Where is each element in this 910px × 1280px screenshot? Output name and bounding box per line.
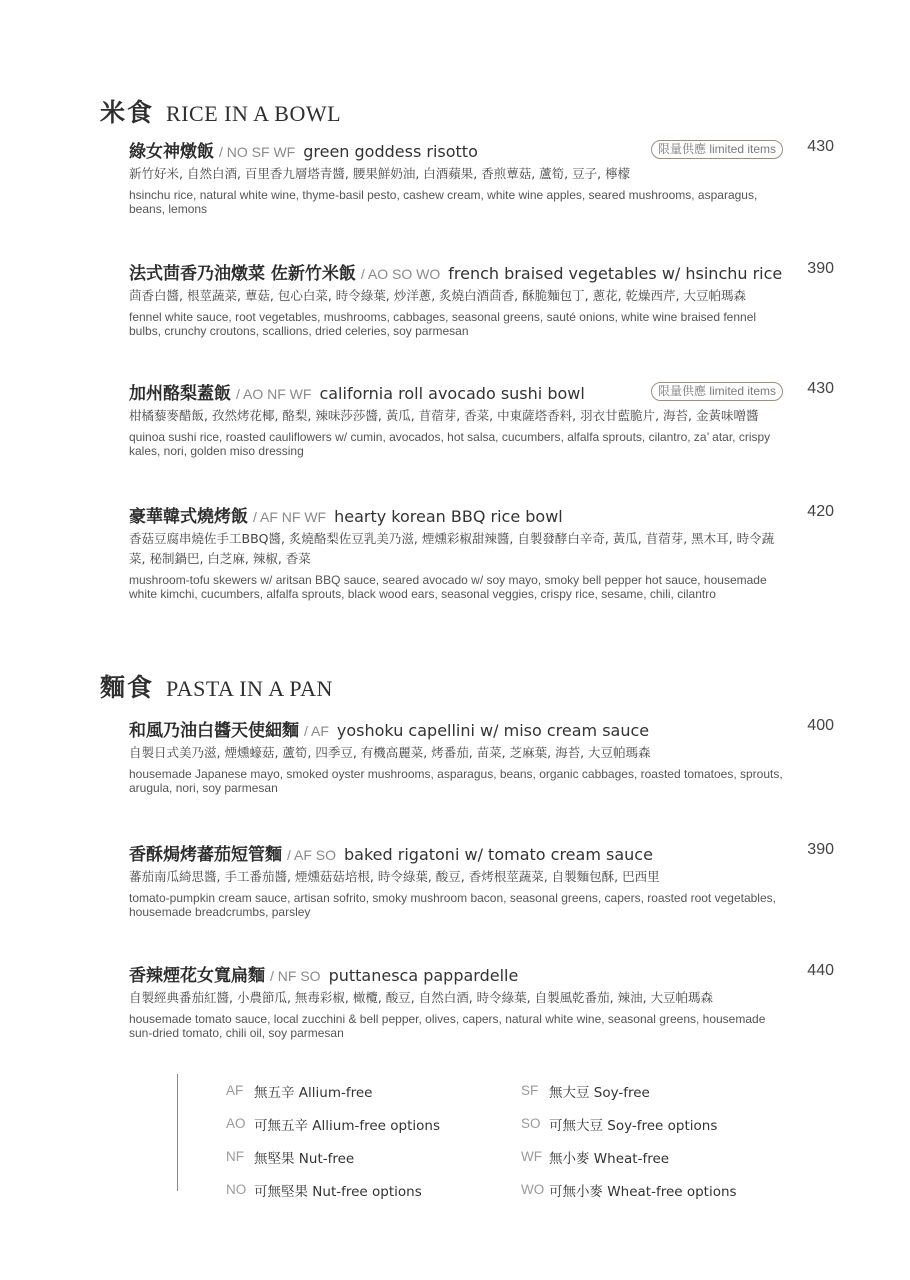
item-name-en: california roll avocado sushi bowl	[319, 384, 585, 403]
legend-column-left	[226, 1074, 440, 1206]
item-name-en: green goddess risotto	[303, 142, 478, 161]
item-name-zh: 綠女神燉飯	[129, 142, 214, 162]
item-description-zh: 柑橘藜麥醋飯, 孜然烤花椰, 酪梨, 辣味莎莎醬, 黃瓜, 苜蓿芽, 香菜, 中東薩塔香料, 羽衣甘藍脆片, 海苔, 金黃味噌醬	[129, 408, 759, 423]
menu-item-puttanesca-pappardelle	[129, 961, 834, 1040]
item-header	[129, 502, 834, 528]
item-description-zh: 蕃茄南瓜綺思醬, 手工番茄醬, 煙燻菇菇培根, 時令綠葉, 酸豆, 香烤根莖蔬菜, 自製麵包酥, 巴西里	[129, 869, 660, 884]
item-header	[129, 840, 834, 866]
item-name-en: yoshoku capellini w/ miso cream sauce	[336, 721, 650, 740]
dietary-legend	[177, 1074, 778, 1200]
item-diet-tags: / AO NF WF	[236, 386, 312, 402]
item-description-en: tomato-pumpkin cream sauce, artisan sofrito, smoky mushroom bacon, seasonal greens, capers, roasted root vegetables, housemade breadcrumbs, parsley	[129, 891, 776, 919]
item-diet-tags: / AF	[304, 723, 329, 739]
legend-description: 無堅果 Nut-free	[254, 1150, 355, 1167]
item-price: 430	[807, 380, 834, 397]
legend-entry	[521, 1107, 737, 1140]
legend-entry	[521, 1140, 737, 1173]
legend-description: 可無五辛 Allium-free options	[254, 1117, 440, 1134]
legend-description: 無大豆 Soy-free	[549, 1084, 650, 1101]
item-diet-tags: / AF SO	[287, 847, 337, 863]
legend-entry	[226, 1074, 440, 1107]
legend-code: SF	[521, 1083, 539, 1098]
item-name-en: french braised vegetables w/ hsinchu rice	[448, 264, 783, 283]
item-description-en: quinoa sushi rice, roasted cauliflowers w/ cumin, avocados, hot salsa, cucumbers, alfalfa sprouts, cilantro, za’ atar, crispy kales, nori, golden miso dressing	[129, 430, 771, 458]
item-name-zh: 和風乃油白醬天使細麵	[129, 721, 299, 741]
section-title-zh: 米食	[100, 98, 155, 127]
item-name-en: hearty korean BBQ rice bowl	[334, 507, 563, 526]
legend-code: AF	[226, 1083, 244, 1098]
item-header	[129, 961, 834, 987]
limited-items-badge: 限量供應 limited items	[651, 382, 783, 401]
item-price: 430	[807, 138, 834, 155]
item-name-zh: 香酥焗烤蕃茄短管麵	[129, 845, 282, 865]
item-price: 390	[807, 260, 834, 277]
item-description-zh: 香菇豆腐串燒佐手工BBQ醬, 炙燒酪梨佐豆乳美乃滋, 煙燻彩椒甜辣醬, 自製發酵白辛奇, 黃瓜, 苜蓿芽, 黑木耳, 時令蔬菜, 秘制鍋巴, 白芝麻, 辣椒, 香菜	[129, 531, 775, 566]
legend-entry	[226, 1140, 440, 1173]
item-description-en: hsinchu rice, natural white wine, thyme-basil pesto, cashew cream, white wine apples, seared mushrooms, asparagus, beans, lemons	[129, 188, 758, 216]
item-diet-tags: / NO SF WF	[219, 144, 296, 160]
menu-item-yoshoku-capellini	[129, 716, 834, 795]
legend-code: SO	[521, 1116, 541, 1131]
item-description-en: fennel white sauce, root vegetables, mushrooms, cabbages, seasonal greens, sauté onions, white wine braised fennel bulbs, crunchy croutons, scallions, dried celeries, soy parmesan	[129, 310, 757, 338]
item-description-en: housemade tomato sauce, local zucchini & bell pepper, olives, capers, natural white wine, seasonal greens, housemade sun-dried tomato, chili oil, soy parmesan	[129, 1012, 766, 1040]
legend-description: 無五辛 Allium-free	[254, 1084, 373, 1101]
item-name-zh: 法式茴香乃油燉菜 佐新竹米飯	[129, 264, 356, 284]
legend-description: 可無大豆 Soy-free options	[549, 1117, 718, 1134]
item-description-zh: 自製經典番茄紅醬, 小農節瓜, 無毒彩椒, 橄欖, 酸豆, 自然白酒, 時令綠葉, 自製風乾番茄, 辣油, 大豆帕瑪森	[129, 990, 714, 1005]
legend-code: WO	[521, 1182, 545, 1197]
section-title-rice	[100, 93, 341, 129]
item-price: 390	[807, 841, 834, 858]
item-header	[129, 716, 834, 742]
legend-entry	[521, 1074, 737, 1107]
menu-item-french-braised-vegetables	[129, 259, 834, 338]
item-price: 400	[807, 717, 834, 734]
item-diet-tags: / AO SO WO	[360, 266, 441, 282]
legend-code: NO	[226, 1182, 247, 1197]
legend-column-right	[521, 1074, 737, 1206]
item-name-en: puttanesca pappardelle	[328, 966, 519, 985]
item-price: 440	[807, 962, 834, 979]
legend-description: 可無堅果 Nut-free options	[254, 1183, 422, 1200]
menu-item-korean-bbq-rice-bowl	[129, 502, 834, 601]
legend-description: 可無小麥 Wheat-free options	[549, 1183, 737, 1200]
item-diet-tags: / AF NF WF	[253, 509, 327, 525]
item-name-zh: 豪華韓式燒烤飯	[129, 507, 248, 527]
item-description-zh: 新竹好米, 自然白酒, 百里香九層塔青醬, 腰果鮮奶油, 白酒蘋果, 香煎蕈菇, 蘆筍, 豆子, 檸檬	[129, 166, 631, 181]
section-title-en: RICE IN A BOWL	[166, 101, 342, 126]
legend-entry	[226, 1107, 440, 1140]
legend-code: NF	[226, 1149, 244, 1164]
legend-entry	[226, 1173, 440, 1206]
legend-description: 無小麥 Wheat-free	[549, 1150, 670, 1167]
legend-code: AO	[226, 1116, 246, 1131]
item-description-zh: 自製日式美乃滋, 煙燻蠔菇, 蘆筍, 四季豆, 有機高麗菜, 烤番茄, 苗菜, 芝麻葉, 海苔, 大豆帕瑪森	[129, 745, 651, 760]
legend-entry	[521, 1173, 737, 1206]
section-title-pasta	[100, 668, 333, 704]
item-name-zh: 加州酪梨蓋飯	[129, 384, 231, 404]
item-description-en: housemade Japanese mayo, smoked oyster mushrooms, asparagus, beans, organic cabbages, roasted tomatoes, sprouts, arugula, nori, soy parmesan	[129, 767, 783, 795]
item-diet-tags: / NF SO	[270, 968, 321, 984]
item-price: 420	[807, 503, 834, 520]
menu-item-baked-rigatoni	[129, 840, 834, 919]
legend-code: WF	[521, 1149, 542, 1164]
limited-items-badge: 限量供應 limited items	[651, 140, 783, 159]
item-description-zh: 茴香白醬, 根莖蔬菜, 蕈菇, 包心白菜, 時令綠葉, 炒洋蔥, 炙燒白酒茴香, 酥脆麵包丁, 蔥花, 乾燥西芹, 大豆帕瑪森	[129, 288, 746, 303]
section-title-zh: 麵食	[100, 673, 155, 702]
item-name-en: baked rigatoni w/ tomato cream sauce	[344, 845, 653, 864]
item-name-zh: 香辣煙花女寬扁麵	[129, 966, 265, 986]
item-header	[129, 259, 834, 285]
section-title-en: PASTA IN A PAN	[166, 676, 333, 701]
menu-item-california-roll-sushi-bowl	[129, 379, 834, 458]
menu-item-green-goddess-risotto	[129, 137, 834, 216]
item-description-en: mushroom-tofu skewers w/ aritsan BBQ sauce, seared avocado w/ soy mayo, smoky bell pepper hot sauce, housemade white kimchi, cucumbers, alfalfa sprouts, black wood ears, seasonal veggies, crispy rice, sesame, chili, cilantro	[129, 573, 767, 601]
